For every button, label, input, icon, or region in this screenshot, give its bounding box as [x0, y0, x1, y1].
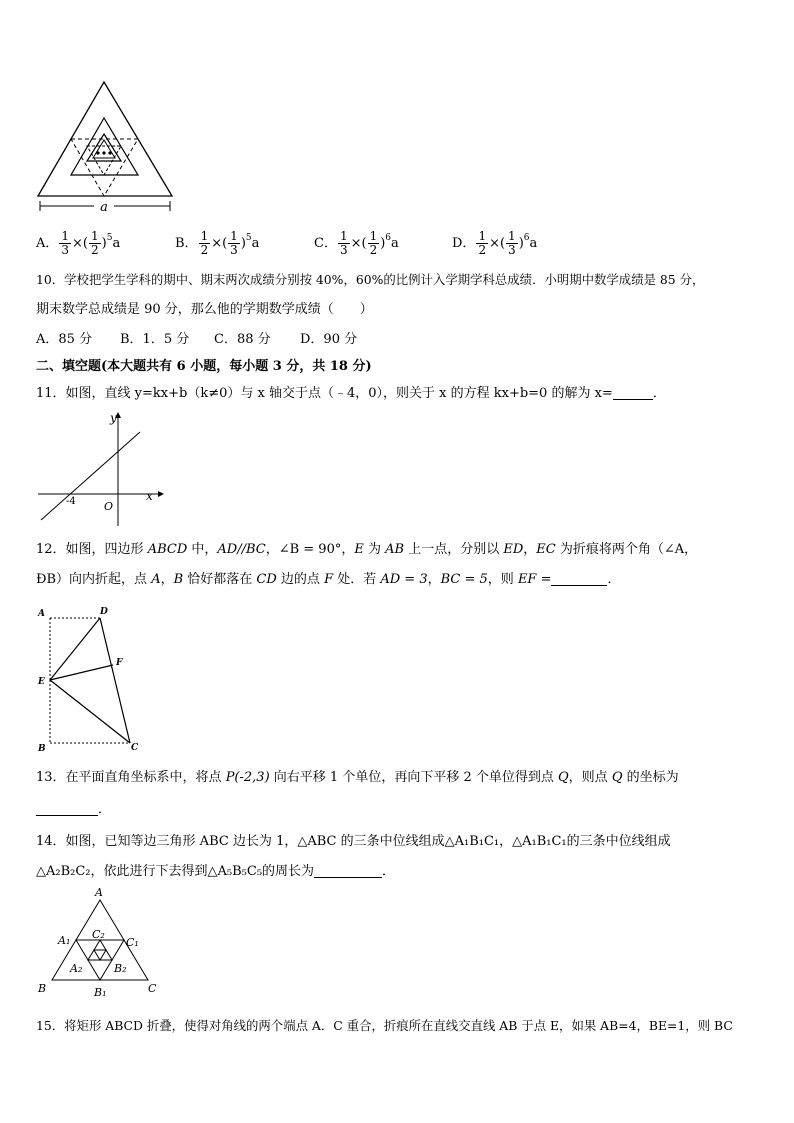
q12-label-a: A [38, 609, 45, 619]
q14-label-c1: C₁ [126, 936, 139, 949]
q12-label-f: F [116, 658, 123, 668]
q12-line1: 12．如图，四边形 ABCD 中，AD//BC，∠B = 90°，E 为 AB 上一点，分别以 ED，EC 为折痕将两个角（∠A， [36, 542, 698, 557]
q12-label-b: B [38, 744, 46, 754]
nested-triangles-figure [34, 78, 179, 218]
q12-answer-blank[interactable] [551, 571, 607, 586]
q13-answer-blank[interactable] [36, 801, 98, 816]
q9-option-d[interactable]: D． $\frac{1}{2}$ ×( $\frac{1}{3}$ )$^6$a [452, 229, 538, 257]
q10-line2: 期末数学总成绩是 90 分，那么他的学期数学成绩（ ） [36, 302, 373, 317]
q14-label-c: C [148, 982, 157, 995]
q10-option-d[interactable]: D．90 分 [300, 332, 358, 347]
q12-label-e: E [38, 677, 45, 687]
q14-label-a1: A₁ [58, 934, 71, 947]
q14-label-c2: C₂ [92, 928, 105, 941]
q14-label-b: B [38, 982, 47, 995]
q14-line1: 14．如图，已知等边三角形 ABC 边长为 1，△ABC 的三条中位线组成△A₁B₁C₁，△A₁B₁C₁的三条中位线组成 [36, 834, 671, 849]
q12-label-d: D [100, 607, 108, 617]
q10-option-b[interactable]: B．1．5 分 [120, 332, 190, 347]
q13-text: 13．在平面直角坐标系中，将点 P(-2,3) 向右平移 1 个单位，再向下平移 2 个单位得到点 Q，则点 Q 的坐标为 [36, 770, 679, 785]
q14-line2: △A₂B₂C₂，依此进行下去得到△A₅B₅C₅的周长为 ． [36, 864, 396, 879]
q12-quadrilateral-figure [34, 604, 146, 754]
q11-x-label: x [146, 489, 153, 503]
q14-label-a2: A₂ [70, 962, 83, 975]
q12-line2: ÐB）向内折起，点 A，B 恰好都落在 CD 边的点 F 处．若 AD = 3，BC = 5，则 EF = ． [36, 572, 621, 587]
q11-answer-blank[interactable] [613, 385, 653, 400]
q11-origin-label: O [104, 500, 114, 513]
q14-triangle-figure [34, 884, 164, 1008]
q14-label-a: A [95, 886, 103, 899]
q11-y-label: y [110, 411, 117, 425]
q14-label-b2: B₂ [114, 962, 127, 975]
fig-label-a: a [100, 200, 108, 215]
q12-label-c: C [131, 743, 139, 753]
q14-answer-blank[interactable] [314, 863, 382, 878]
q9-option-c[interactable]: C． $\frac{1}{3}$ ×( $\frac{1}{2}$ )$^6$a [314, 229, 399, 257]
q11-point-label: -4 [66, 496, 76, 507]
q9-option-a[interactable]: A． $\frac{1}{3}$ ×( $\frac{1}{2}$ )$^5$a [36, 229, 121, 257]
q11-line-graph [34, 408, 164, 528]
q11-text: 11．如图，直线 y=kx+b（k≠0）与 x 轴交于点（﹣4，0），则关于 x 的方程 kx+b=0 的解为 x= ． [36, 386, 666, 401]
section-2-header: 二、填空题(本大题共有 6 小题，每小题 3 分，共 18 分) [36, 359, 372, 374]
q9-options [36, 226, 776, 260]
q10-line1: 10．学校把学生学科的期中、期末两次成绩分别按 40%，60%的比例计入学期学科总成绩．小明期中数学成绩是 85 分， [36, 272, 705, 287]
q15-text: 15．将矩形 ABCD 折叠，使得对角线的两个端点 A．C 重合，折痕所在直线交直线 AB 于点 E，如果 AB=4，BE=1，则 BC [36, 1018, 733, 1033]
q14-label-b1: B₁ [94, 986, 107, 999]
q10-option-a[interactable]: A．85 分 [36, 332, 93, 347]
q10-option-c[interactable]: C．88 分 [214, 332, 271, 347]
q13-answer-line: ． [36, 800, 111, 820]
q9-option-b[interactable]: B． $\frac{1}{2}$ ×( $\frac{1}{3}$ )$^5$a [175, 229, 260, 257]
